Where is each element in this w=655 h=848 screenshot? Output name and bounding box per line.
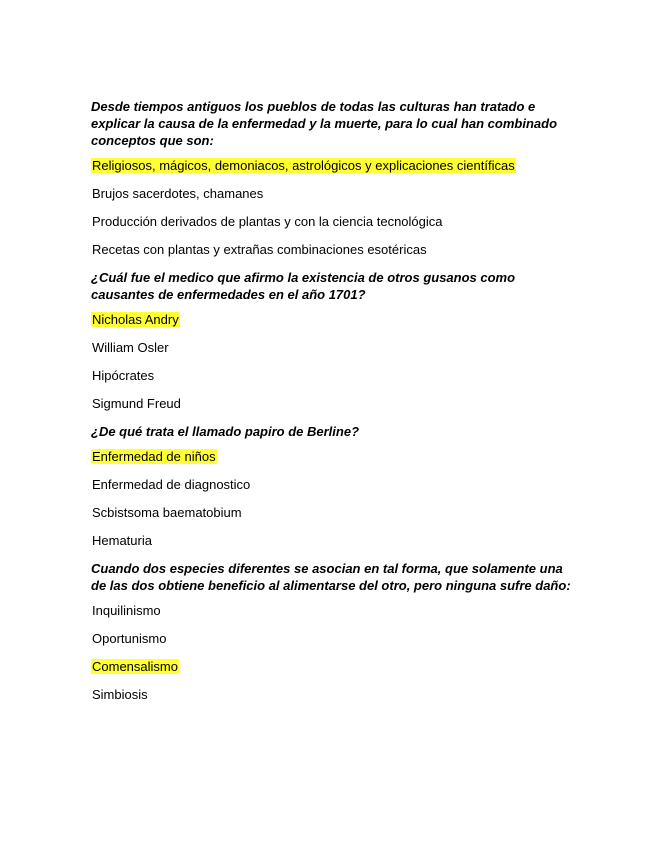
answer-option-correct xyxy=(91,311,571,329)
question-text: ¿Cuál fue el medico que afirmo la existencia de otros gusanos como causantes de enfermedades en el año 1701? xyxy=(91,270,516,302)
question-block xyxy=(91,269,571,413)
answer-option-label: Sigmund Freud xyxy=(92,396,181,411)
answer-option-correct xyxy=(91,448,571,466)
document-page xyxy=(91,98,571,714)
question-block xyxy=(91,560,571,704)
answer-option-label: Enfermedad de diagnostico xyxy=(92,477,251,492)
answer-option-label: Recetas con plantas y extrañas combinaciones esotéricas xyxy=(92,242,427,257)
answer-option xyxy=(91,241,571,259)
answer-option-label: Enfermedad de niños xyxy=(92,449,216,464)
question-block xyxy=(91,423,571,550)
question-text: ¿De qué trata el llamado papiro de Berline? xyxy=(91,424,360,439)
answer-option-correct xyxy=(91,157,571,175)
answer-option xyxy=(91,395,571,413)
answer-option xyxy=(91,476,571,494)
question-text: Desde tiempos antiguos los pueblos de todas las culturas han tratado e explicar la causa de la enfermedad y la muerte, para lo cual han combinado conceptos que son: xyxy=(91,99,558,148)
answer-option xyxy=(91,504,571,522)
answer-option xyxy=(91,602,571,620)
question-text: Cuando dos especies diferentes se asocian en tal forma, que solamente una de las dos obtiene beneficio al alimentarse del otro, pero ninguna sufre daño: xyxy=(91,561,571,593)
question-block xyxy=(91,98,571,259)
answer-option-label: Oportunismo xyxy=(92,631,167,646)
answer-option xyxy=(91,213,571,231)
answer-option-label: Simbiosis xyxy=(92,687,148,702)
answer-option xyxy=(91,532,571,550)
answer-option-label: Producción derivados de plantas y con la ciencia tecnológica xyxy=(92,214,443,229)
answer-option xyxy=(91,339,571,357)
answer-option-label: Inquilinismo xyxy=(92,603,161,618)
answer-option-label: Religiosos, mágicos, demoniacos, astrológicos y explicaciones científicas xyxy=(92,158,515,173)
answer-option-label: Comensalismo xyxy=(92,659,178,674)
answer-option xyxy=(91,185,571,203)
answer-option xyxy=(91,630,571,648)
answer-option-label: William Osler xyxy=(92,340,169,355)
answer-option-correct xyxy=(91,658,571,676)
answer-option xyxy=(91,367,571,385)
answer-option-label: Nicholas Andry xyxy=(92,312,179,327)
answer-option-label: Hipócrates xyxy=(92,368,155,383)
answer-option-label: Hematuria xyxy=(92,533,152,548)
answer-option xyxy=(91,686,571,704)
answer-option-label: Scbistsoma baematobium xyxy=(92,505,242,520)
answer-option-label: Brujos sacerdotes, chamanes xyxy=(92,186,264,201)
